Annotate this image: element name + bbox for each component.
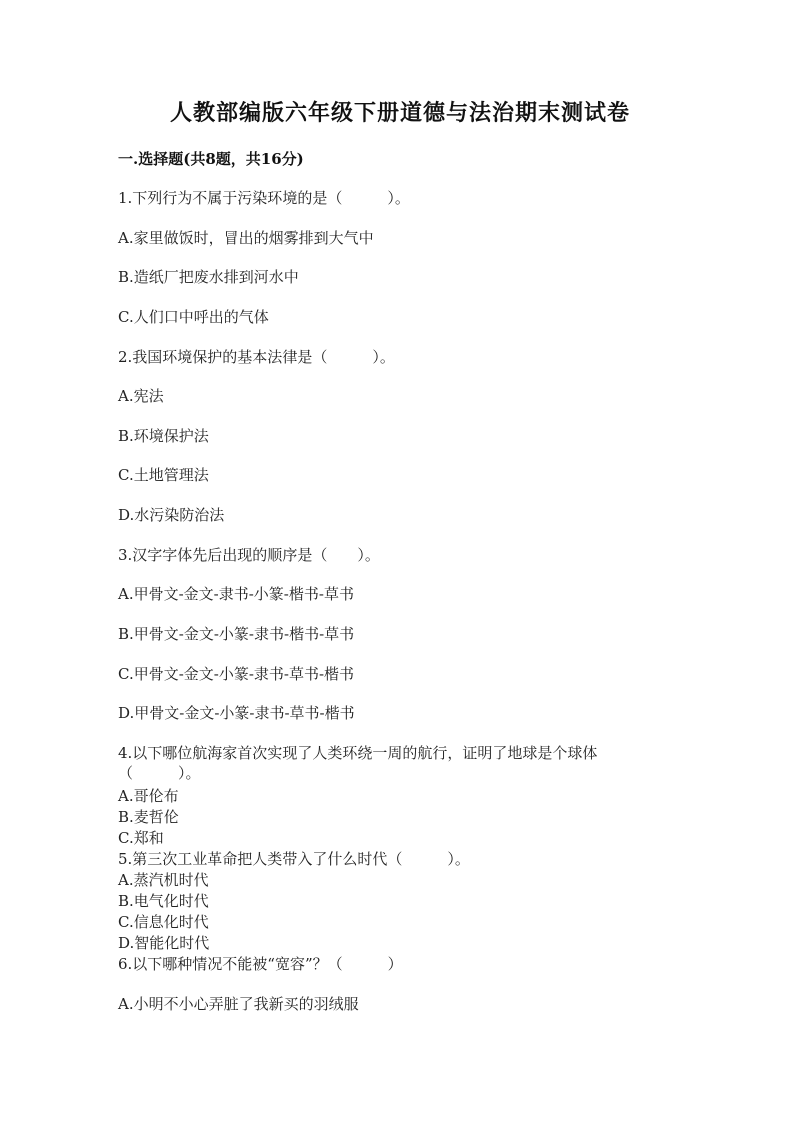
question-5-option-d: D.智能化时代	[118, 934, 210, 952]
section-heading: 一.选择题(共8题，共16分)	[118, 150, 304, 168]
question-4-option-a: A.哥伦布	[118, 787, 179, 805]
document-title: 人教部编版六年级下册道德与法治期末测试卷	[169, 100, 630, 126]
question-1-option-b: B.造纸厂把废水排到河水中	[118, 268, 299, 286]
question-2-option-a: A.宪法	[118, 387, 164, 405]
question-5-option-c: C.信息化时代	[118, 913, 209, 931]
question-3-option-a: A.甲骨文-金文-隶书-小篆-楷书-草书	[118, 585, 354, 603]
question-5-stem: 5.第三次工业革命把人类带入了什么时代（ ）。	[118, 850, 470, 868]
question-2-stem: 2.我国环境保护的基本法律是（ ）。	[118, 348, 395, 366]
question-5-option-b: B.电气化时代	[118, 892, 209, 910]
question-4-option-c: C.郑和	[118, 829, 164, 847]
question-3-option-b: B.甲骨文-金文-小篆-隶书-楷书-草书	[118, 625, 355, 643]
question-2-option-d: D.水污染防治法	[118, 506, 225, 524]
question-1-option-c: C.人们口中呼出的气体	[118, 308, 269, 326]
question-1-option-a: A.家里做饭时，冒出的烟雾排到大气中	[118, 229, 374, 247]
question-5-option-a: A.蒸汽机时代	[118, 871, 209, 889]
question-6-stem: 6.以下哪种情况不能被“宽容”？（ ）	[118, 955, 403, 973]
question-3-option-d: D.甲骨文-金文-小篆-隶书-草书-楷书	[118, 704, 355, 722]
question-1-stem: 1.下列行为不属于污染环境的是（ ）。	[118, 189, 410, 207]
question-3-stem: 3.汉字字体先后出现的顺序是（ ）。	[118, 546, 380, 564]
question-3-option-c: C.甲骨文-金文-小篆-隶书-草书-楷书	[118, 665, 355, 683]
question-2-option-b: B.环境保护法	[118, 427, 209, 445]
question-6-option-a: A.小明不小心弄脏了我新买的羽绒服	[118, 995, 359, 1013]
question-2-option-c: C.土地管理法	[118, 466, 209, 484]
question-4-stem: 4.以下哪位航海家首次实现了人类环绕一周的航行，证明了地球是个球体（ ）。	[118, 744, 598, 782]
question-4-option-b: B.麦哲伦	[118, 808, 179, 826]
